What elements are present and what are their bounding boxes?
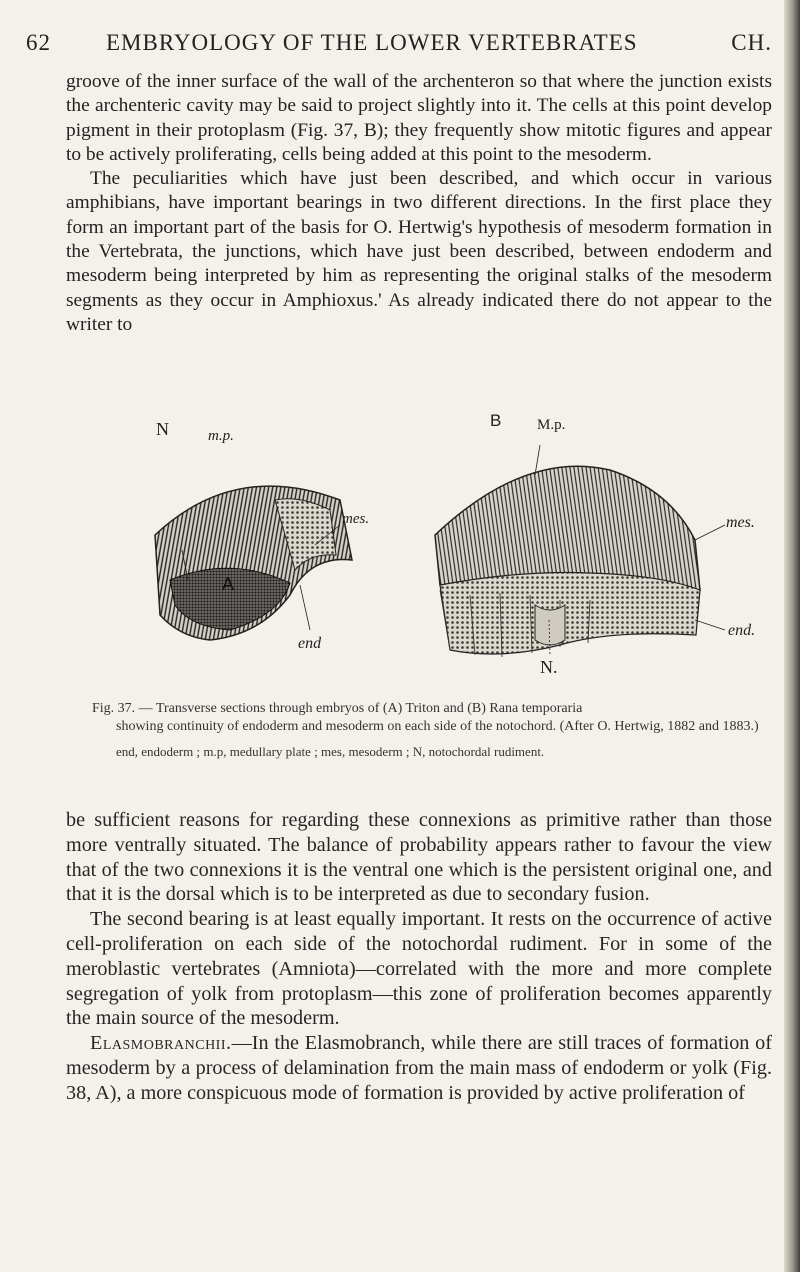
running-title: EMBRYOLOGY OF THE LOWER VERTEBRATES	[106, 30, 638, 55]
label-end-left: end	[298, 635, 322, 652]
label-mp-right: M.p.	[537, 417, 566, 433]
label-mes-left: mes.	[342, 511, 370, 527]
paragraph-sufficient-reasons: be sufficient reasons for regarding these connexions as primitive rather than those more ventrally situated. The balance of probability appears rather to favour the view that of the two connexions it is the ventral one which is the persistent original one, and that it is the dorsal which is to be interpreted as due to secondary fusion.	[66, 809, 772, 906]
figure-37	[140, 405, 780, 680]
label-n-right: N.	[540, 657, 558, 677]
label-panel-a: A	[222, 574, 235, 594]
caption-legend: end, endoderm ; m.p, medullary plate ; mes, mesoderm ; N, notochordal rudiment.	[116, 744, 545, 759]
figure-37-illustration	[140, 405, 780, 680]
paragraph-peculiarities	[66, 167, 772, 337]
section-heading-elasmobranchii: Elasmobranchii.	[90, 1032, 232, 1055]
page-number: 62	[26, 30, 51, 55]
figure-caption	[92, 700, 772, 761]
paragraph-second-bearing: The second bearing is at least equally important. It rests on the occurrence of active cell-proliferation on each side of the notochordal rudiment. For in some of the meroblastic vertebrates (Amniota)—correlated with the more and more complete segregation of yolk from protoplasm—this zone of proliferation becomes apparently the main source of the mesoderm.	[66, 908, 772, 1030]
figure-panel-b	[435, 445, 725, 657]
label-end-right: end.	[728, 622, 756, 639]
figure-panel-a	[155, 486, 352, 640]
label-mes-right: mes.	[726, 514, 755, 531]
paragraph-continued: groove of the inner surface of the wall of the archenteron so that where the junction exists the archenteric cavity may be said to project slightly into it. The cells at this point develop pigment in their protoplasm (Fig. 37, B); they frequently show mitotic figures and appear to be actively proliferating, cells being added at this point to the mesoderm.	[66, 71, 772, 165]
paragraph-elasmobranchii-text: —In the Elasmobranch, while there are still traces of formation of mesoderm by a process of delamination from the main mass of endoderm or yolk (Fig. 38, A), a more conspicuous mode of formation is provided by active proliferation of	[66, 1032, 772, 1104]
caption-continuation: showing continuity of endoderm and mesoderm on each side of the notochord. (After O. Hertwig, 1882 and 1883.)	[116, 719, 759, 734]
running-header	[26, 30, 772, 64]
label-panel-b: B	[490, 411, 502, 430]
paragraph-elasmobranchii	[66, 1031, 772, 1105]
body-text-lower	[66, 808, 772, 1106]
label-mp-left: m.p.	[208, 428, 234, 444]
body-text-upper	[66, 70, 772, 337]
paragraph-peculiarities-text: The peculiarities which have just been described, and which occur in various amphibians, have important bearings in two different directions. In the first place they form an important part of the basis for O. Hertwig's hypothesis of mesoderm formation in the Vertebrata, the junctions, which have just been described, between endoderm and mesoderm being interpreted by him as representing the original stalks of the mesoderm segments as they occur in Amphioxus.' As already indicated there do not appear to the writer to	[66, 168, 772, 335]
caption-lead: Fig. 37. — Transverse sections through embryos of (A) Triton and (B) Rana temporaria	[92, 701, 583, 716]
page-binding-shadow	[784, 0, 800, 1272]
chapter-label: CH.	[731, 30, 772, 55]
label-n-left: N	[156, 419, 169, 439]
